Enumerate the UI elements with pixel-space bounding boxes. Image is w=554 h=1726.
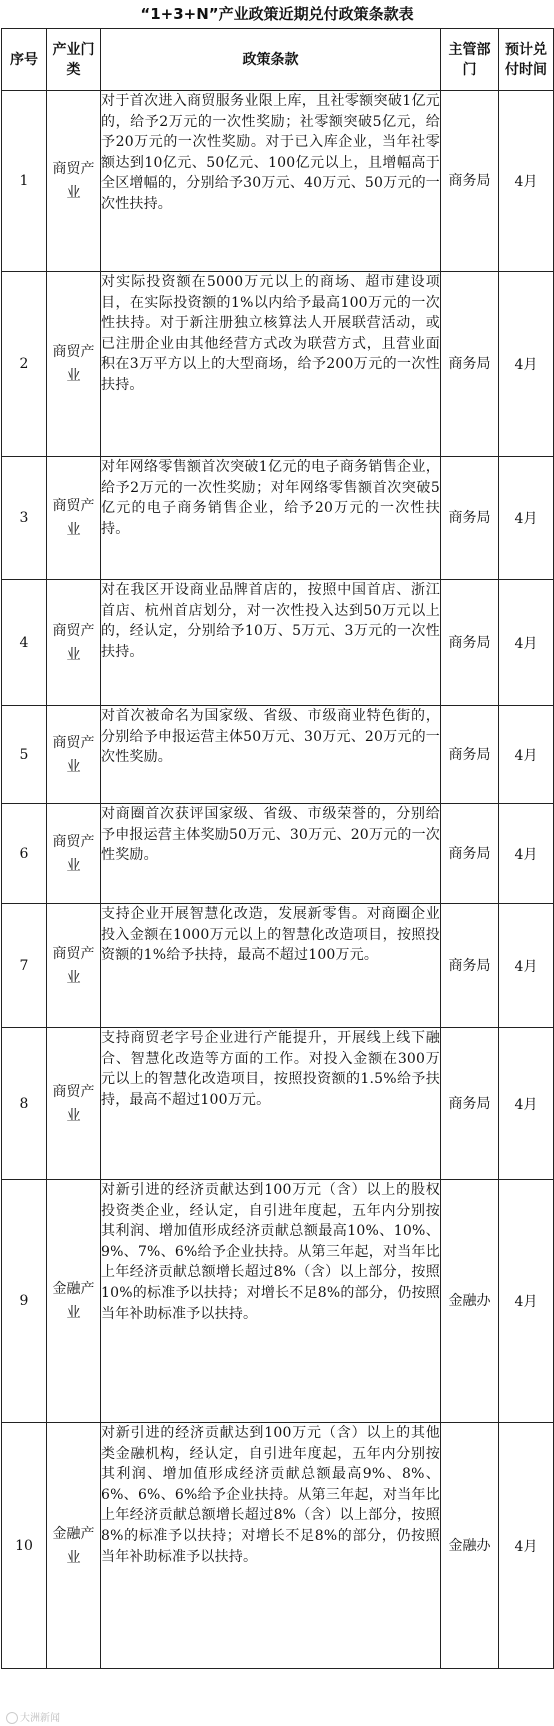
header-clause: 政策条款 — [101, 29, 441, 91]
table-row — [2, 904, 554, 1028]
row-num: 8 — [2, 1028, 47, 1180]
row-dept: 商务局 — [441, 706, 499, 804]
watermark-text: 大洲新闻 — [20, 1713, 60, 1724]
row-category: 金融产业 — [47, 1423, 101, 1669]
row-category: 金融产业 — [47, 1180, 101, 1423]
row-num: 7 — [2, 904, 47, 1028]
row-num: 9 — [2, 1180, 47, 1423]
row-time: 4月 — [499, 457, 554, 580]
table-row — [2, 91, 554, 272]
row-clause: 对新引进的经济贡献达到100万元（含）以上的股权投资类企业，经认定，自引进年度起，五年内分别按其利润、增加值形成经济贡献总额最高10%、10%、9%、7%、6%给予企业扶持。从第三年起，对当年比上年经济贡献总额增长超过8%（含）以上部分，按照10%的标准予以扶持；对增长不足8%的部分，仍按照当年补助标准予以扶持。 — [101, 1180, 441, 1423]
row-clause: 对于首次进入商贸服务业限上库，且社零额突破1亿元的，给予2万元的一次性奖励；社零额突破5亿元，给予20万元的一次性奖励。对于已入库企业，当年社零额达到10亿元、50亿元、100亿元以上，且增幅高于全区增幅的，分别给予30万元、40万元、50万元的一次性扶持。 — [101, 91, 441, 272]
row-num: 5 — [2, 706, 47, 804]
row-time: 4月 — [499, 904, 554, 1028]
row-time: 4月 — [499, 804, 554, 904]
row-time: 4月 — [499, 580, 554, 706]
row-clause: 支持企业开展智慧化改造，发展新零售。对商圈企业投入金额在1000万元以上的智慧化改造项目，按照投资额的1%给予扶持，最高不超过100万元。 — [101, 904, 441, 1028]
watermark — [6, 1709, 60, 1724]
row-clause: 对商圈首次获评国家级、省级、市级荣誉的，分别给予申报运营主体奖励50万元、30万元、20万元的一次性奖励。 — [101, 804, 441, 904]
header-category: 产业门类 — [47, 29, 101, 91]
table-row — [2, 580, 554, 706]
row-category: 商贸产业 — [47, 904, 101, 1028]
row-clause: 对年网络零售额首次突破1亿元的电子商务销售企业，给予2万元的一次性奖励；对年网络零售额首次突破5亿元的电子商务销售企业，给予20万元的一次性扶持。 — [101, 457, 441, 580]
row-dept: 商务局 — [441, 904, 499, 1028]
table-row — [2, 272, 554, 457]
row-clause: 对在我区开设商业品牌首店的，按照中国首店、浙江首店、杭州首店划分，对一次性投入达到50万元以上的，经认定，分别给予10万、5万元、3万元的一次性扶持。 — [101, 580, 441, 706]
row-time: 4月 — [499, 91, 554, 272]
row-time: 4月 — [499, 1423, 554, 1669]
row-time: 4月 — [499, 1180, 554, 1423]
row-time: 4月 — [499, 272, 554, 457]
weibo-icon — [6, 1712, 18, 1724]
row-dept: 商务局 — [441, 91, 499, 272]
row-category: 商贸产业 — [47, 804, 101, 904]
row-time: 4月 — [499, 1028, 554, 1180]
row-dept: 金融办 — [441, 1180, 499, 1423]
table-row — [2, 1180, 554, 1423]
table-title: “1+3+N”产业政策近期兑付政策条款表 — [140, 5, 414, 23]
table-row — [2, 706, 554, 804]
row-clause: 对首次被命名为国家级、省级、市级商业特色街的，分别给予申报运营主体50万元、30万元、20万元的一次性奖励。 — [101, 706, 441, 804]
row-clause: 对新引进的经济贡献达到100万元（含）以上的其他类金融机构，经认定，自引进年度起，五年内分别按其利润、增加值形成经济贡献总额最高9%、8%、6%、6%、6%给予企业扶持。从第三年起，对当年比上年经济贡献总额增长超过8%（含）以上部分，按照8%的标准予以扶持；对增长不足8%的部分，仍按照当年补助标准予以扶持。 — [101, 1423, 441, 1669]
header-num: 序号 — [2, 29, 47, 91]
row-category: 商贸产业 — [47, 457, 101, 580]
table-row — [2, 1028, 554, 1180]
row-clause: 支持商贸老字号企业进行产能提升，开展线上线下融合、智慧化改造等方面的工作。对投入金额在300万元以上的智慧化改造项目，按照投资额的1.5%给予扶持，最高不超过100万元。 — [101, 1028, 441, 1180]
policy-table — [1, 28, 554, 1669]
row-dept: 商务局 — [441, 272, 499, 457]
row-time: 4月 — [499, 706, 554, 804]
row-dept: 商务局 — [441, 580, 499, 706]
row-dept: 金融办 — [441, 1423, 499, 1669]
header-row — [2, 29, 554, 91]
table-row — [2, 804, 554, 904]
row-num: 6 — [2, 804, 47, 904]
row-num: 4 — [2, 580, 47, 706]
row-dept: 商务局 — [441, 457, 499, 580]
row-category: 商贸产业 — [47, 1028, 101, 1180]
row-category: 商贸产业 — [47, 706, 101, 804]
row-num: 2 — [2, 272, 47, 457]
row-num: 3 — [2, 457, 47, 580]
row-category: 商贸产业 — [47, 272, 101, 457]
row-category: 商贸产业 — [47, 91, 101, 272]
row-dept: 商务局 — [441, 1028, 499, 1180]
row-num: 1 — [2, 91, 47, 272]
table-row — [2, 1423, 554, 1669]
header-time: 预计兑付时间 — [499, 29, 554, 91]
table-row — [2, 457, 554, 580]
row-num: 10 — [2, 1423, 47, 1669]
row-dept: 商务局 — [441, 804, 499, 904]
row-clause: 对实际投资额在5000万元以上的商场、超市建设项目，在实际投资额的1%以内给予最高100万元的一次性扶持。对于新注册独立核算法人开展联营活动，或已注册企业由其他经营方式改为联营方式，且营业面积在3万平方以上的大型商场，给予200万元的一次性扶持。 — [101, 272, 441, 457]
row-category: 商贸产业 — [47, 580, 101, 706]
header-dept: 主管部门 — [441, 29, 499, 91]
